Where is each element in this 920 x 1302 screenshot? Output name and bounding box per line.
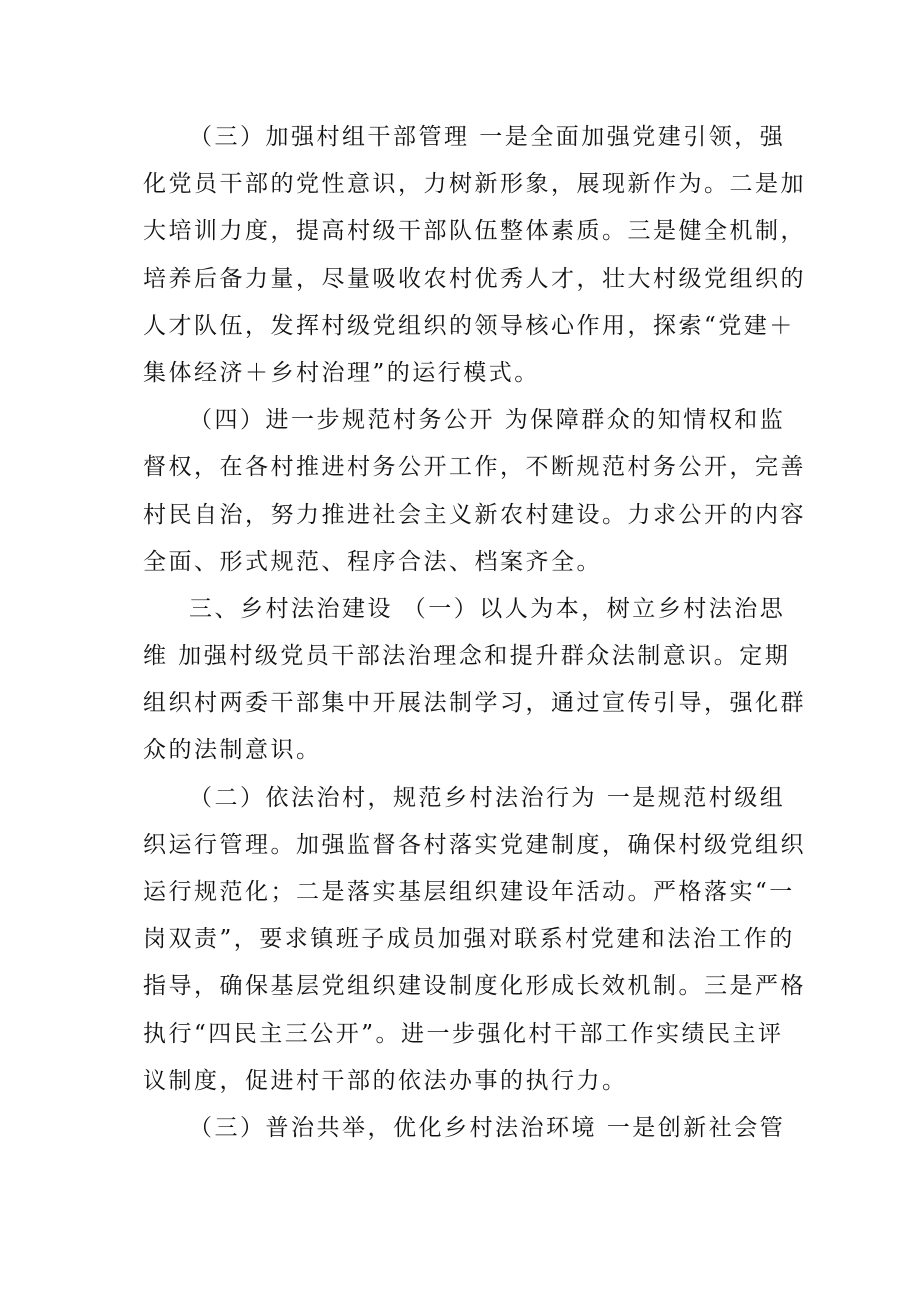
paragraph-line: 培养后备力量，尽量吸收农村优秀人才，壮大村级党组织的 [143,265,806,292]
paragraph-line: 织运行管理。加强监督各村落实党建制度，确保村级党组织 [143,831,806,858]
paragraph-line: 议制度，促进村干部的依法办事的执行力。 [143,1067,628,1094]
paragraph-line: （三）加强村组干部管理 一是全面加强党建引领，强 [189,124,786,150]
paragraph-line: 执行“四民主三公开”。进一步强化村干部工作实绩民主评 [143,1020,784,1047]
paragraph-line: （三）普治共举，优化乡村法治环境 一是创新社会管 [189,1114,786,1141]
paragraph-line: 维 加强村级党员干部法治理念和提升群众法制意识。定期 [143,643,791,670]
paragraph-line: 人才队伍，发挥村级党组织的领导核心作用，探索“党建＋ [143,312,795,339]
paragraph-line: 村民自治，努力推进社会主义新农村建设。力求公开的内容 [143,501,806,528]
paragraph-line: 运行规范化；二是落实基层组织建设年活动。严格落实“一 [143,879,795,905]
section-heading-line: 三、乡村法治建设 （一）以人为本，树立乡村法治思 [189,595,786,622]
paragraph-line: 岗双责”，要求镇班子成员加强对联系村党建和法治工作的 [143,926,795,953]
document-body [143,114,806,1152]
paragraph-line: 集体经济＋乡村治理”的运行模式。 [143,359,540,386]
paragraph-line: 大培训力度，提高村级干部队伍整体素质。三是健全机制， [143,218,806,245]
paragraph-line: 全面、形式规范、程序合法、档案齐全。 [143,548,602,575]
paragraph-line: 指导，确保基层党组织建设制度化形成长效机制。三是严格 [143,973,806,1000]
paragraph-line: （二）依法治村，规范乡村法治行为 一是规范村级组 [189,784,786,811]
paragraph-line: 督权，在各村推进村务公开工作，不断规范村务公开，完善 [143,454,806,481]
paragraph-line: 众的法制意识。 [143,737,322,764]
paragraph-line: （四）进一步规范村务公开 为保障群众的知情权和监 [189,407,786,434]
paragraph-line: 化党员干部的党性意识，力树新形象，展现新作为。二是加 [143,171,806,198]
paragraph-line: 组织村两委干部集中开展法制学习，通过宣传引导，强化群 [143,690,806,717]
